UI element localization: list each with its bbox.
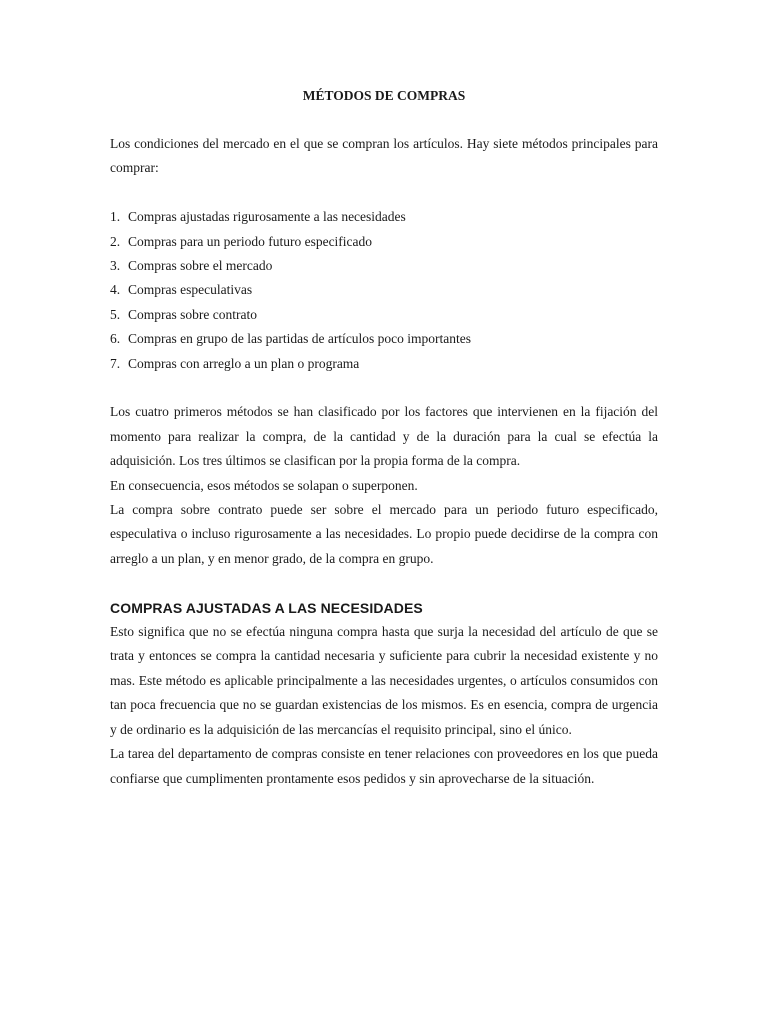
section-paragraph: La tarea del departamento de compras consiste en tener relaciones con proveedores en los que pueda confiarse que cumplimenten prontamente esos pedidos y sin aprovecharse de la situación. <box>110 746 658 786</box>
list-item <box>110 278 658 302</box>
list-item-text: Compras ajustadas rigurosamente a las necesidades <box>128 209 406 225</box>
list-item <box>110 230 658 254</box>
list-item <box>110 205 658 229</box>
list-item-text: Compras en grupo de las partidas de artículos poco importantes <box>128 331 472 347</box>
list-item-number: 7. <box>110 355 121 371</box>
classification-paragraph: Los cuatro primeros métodos se han clasificado por los factores que intervienen en la fijación del momento para realizar la compra, de la cantidad y de la duración para la cual se efectúa la adquisición. Los tres últimos se clasifican por la propia forma de la compra. <box>110 404 658 469</box>
list-item <box>110 352 658 376</box>
intro-paragraph: Los condiciones del mercado en el que se compran los artículos. Hay siete métodos principales para comprar: <box>110 136 658 176</box>
list-item <box>110 327 658 351</box>
list-item-text: Compras con arreglo a un plan o programa <box>128 355 360 371</box>
list-item-text: Compras para un periodo futuro especificado <box>128 233 373 249</box>
list-item-number: 3. <box>110 258 121 274</box>
overlap-paragraph: En consecuencia, esos métodos se solapan o superponen. <box>110 477 418 493</box>
list-item-text: Compras especulativas <box>128 282 253 298</box>
list-item-number: 5. <box>110 306 121 322</box>
document-body <box>110 84 658 791</box>
document-title: MÉTODOS DE COMPRAS <box>302 88 466 103</box>
section-heading: COMPRAS AJUSTADAS A LAS NECESIDADES <box>110 599 423 616</box>
list-item-number: 4. <box>110 282 121 298</box>
list-item <box>110 303 658 327</box>
list-item-number: 1. <box>110 209 121 225</box>
list-item-text: Compras sobre contrato <box>128 306 257 322</box>
spacer <box>110 571 658 595</box>
list-item-text: Compras sobre el mercado <box>128 258 273 274</box>
methods-list <box>110 205 658 376</box>
list-item-number: 6. <box>110 331 121 347</box>
spacer <box>110 181 658 205</box>
spacer <box>110 376 658 400</box>
section-paragraph: Esto significa que no se efectúa ninguna compra hasta que surja la necesidad del artículo de que se trata y entonces se compra la cantidad necesaria y suficiente para cubrir la necesidad existente y no mas. Este método es aplicable principalmente a las necesidades urgentes, o artículos consumidos con tan poca frecuencia que no se guardan existencias de los mismos. Es en esencia, compra de urgencia y de ordinario es la adquisición de las mercancías el requisito principal, sino el único. <box>110 624 658 737</box>
list-item-number: 2. <box>110 233 121 249</box>
contract-paragraph: La compra sobre contrato puede ser sobre el mercado para un periodo futuro especificado, especulativa o incluso rigurosamente a las necesidades. Lo propio puede decidirse de la compra con arreglo a un plan, y en menor grado, de la compra en grupo. <box>110 502 658 566</box>
list-item <box>110 254 658 278</box>
